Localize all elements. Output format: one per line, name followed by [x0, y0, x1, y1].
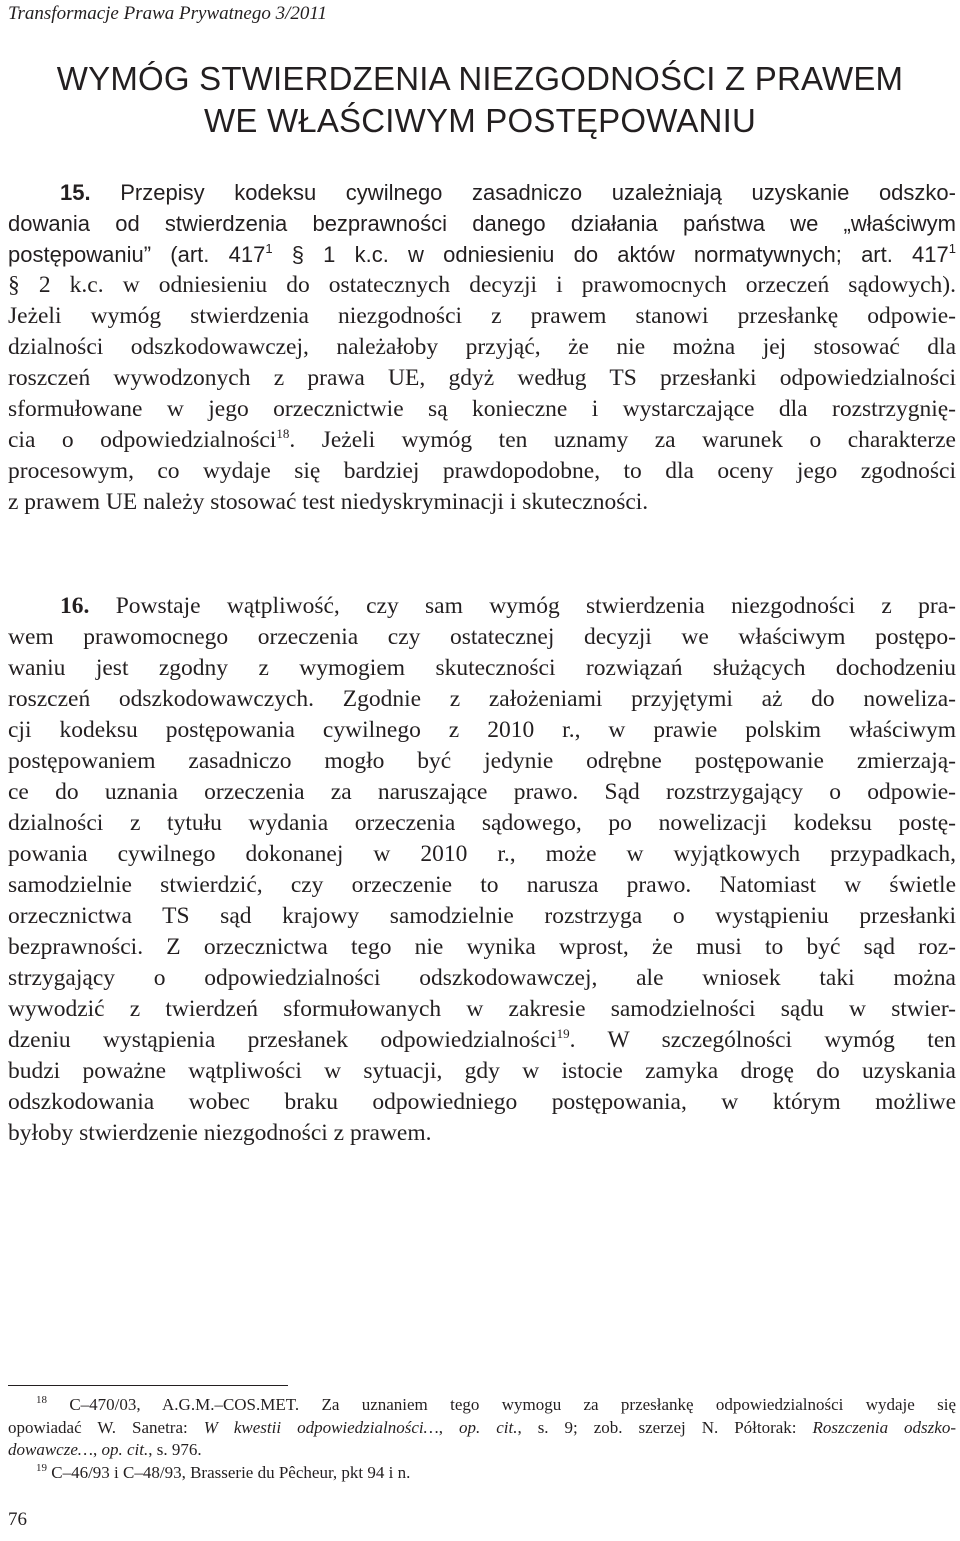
- text-line: procesowym, co wydaje się bardziej prawdopodobne, to dla oceny jego zgodności: [8, 458, 956, 484]
- superscript: 1: [948, 241, 956, 256]
- footnote-ref-19: 19: [556, 1026, 570, 1041]
- superscript: 1: [265, 241, 273, 256]
- text-line: cji kodeksu postępowania cywilnego z 2010 r., w prawie polskim właściwym: [8, 717, 956, 743]
- text-line: strzygający o odpowiedzialności odszkodowawczej, ale wniosek taki można: [8, 965, 956, 991]
- footnote-19: $^{19}$ C–46/93 i C–48/93, Brasserie du Pêcheur, pkt 94 i n.: [36, 1461, 411, 1482]
- footnote-separator: [8, 1385, 288, 1386]
- text-line: postępowaniu” (art. $417^1$ § 1 k.c. w odniesieniu do aktów normatywnych; art. $417^1$: [8, 241, 956, 267]
- text-line: roszczeń odszkodowawczych. Zgodnie z założeniami przyjętymi aż do noweliza-: [8, 686, 956, 712]
- text-line: budzi poważne wątpliwości w sytuacji, gdy w istocie zamyka drogę do uzyskania: [8, 1058, 956, 1084]
- text-line: powania cywilnego dokonanej w 2010 r., może w wyjątkowych przypadkach,: [8, 841, 956, 867]
- text-line: z prawem UE należy stosować test niedyskryminacji i skuteczności.: [8, 489, 649, 515]
- heading-line-1: WYMÓG STWIERDZENIA NIEZGODNOŚCI Z PRAWEM: [56, 60, 904, 97]
- text-line: § 2 k.c. w odniesieniu do ostatecznych decyzji i prawomocnych orzeczeń sądowych).: [8, 272, 956, 298]
- text-line: wywodzić z twierdzeń sformułowanych w zakresie samodzielności sądu w stwier-: [8, 996, 956, 1022]
- footnote-18-line-2: opowiadać W. Sanetra: W kwestii odpowiedzialności…, op. cit., s. 9; zob. szerzej N. Półtorak: Roszczenia odszko-: [8, 1417, 956, 1437]
- running-header: Transformacje Prawa Prywatnego 3/2011: [8, 3, 327, 24]
- text-line: ce do uznania orzeczenia za naruszające prawo. Sąd rozstrzygający o odpowie-: [8, 779, 956, 805]
- text-line: byłoby stwierdzenie niezgodności z prawem.: [8, 1120, 432, 1146]
- text-line: sformułowane w jego orzecznictwie są konieczne i wystarczające dla rozstrzygnię-: [8, 396, 956, 422]
- text-line: postępowaniem zasadniczo mogło być jedynie odrębne postępowanie zmierzają-: [8, 748, 956, 774]
- text-line: Jeżeli wymóg stwierdzenia niezgodności z prawem stanowi przesłankę odpowie-: [8, 303, 956, 329]
- text-line: dowania od stwierdzenia bezprawności danego działania państwa we „właściwym: [8, 211, 956, 236]
- text-line: dzialności z tytułu wydania orzeczenia sądowego, po nowelizacji kodeksu postę-: [8, 810, 956, 836]
- paragraph-number: 16.: [60, 593, 90, 619]
- page-number: 76: [8, 1509, 27, 1530]
- footnote-ref-18: 18: [276, 426, 290, 441]
- text-line: waniu jest zgodny z wymogiem skuteczności rozwiązań służących dochodzeniu: [8, 655, 956, 681]
- text-line: cia o odpowiedzialności$^{18}$. Jeżeli wymóg ten uznamy za warunek o charakterze: [8, 426, 956, 453]
- footnote-18-line-3: dowawcze…, op. cit., s. 976.: [8, 1440, 202, 1459]
- text-line: 15. Przepisy kodeksu cywilnego zasadniczo uzależniają uzyskanie odszko-: [60, 180, 956, 205]
- footnote-marker: 18: [36, 1394, 47, 1406]
- text-line: wem prawomocnego orzeczenia czy ostatecznej decyzji we właściwym postępo-: [8, 624, 956, 650]
- paragraph-15: [8, 177, 956, 518]
- section-heading: [0, 58, 960, 142]
- text-line: dzialności odszkodowawczej, należałoby przyjąć, że nie można jej stosować dla: [8, 334, 956, 360]
- paragraph-16: [8, 591, 956, 1149]
- text-line: roszczeń wywodzonych z prawa UE, gdyż według TS przesłanki odpowiedzialności: [8, 365, 956, 391]
- heading-line-2: WE WŁAŚCIWYM POSTĘPOWANIU: [204, 102, 756, 139]
- text-line: odszkodowania wobec braku odpowiedniego postępowania, w którym możliwe: [8, 1089, 956, 1115]
- footnote-18: $^{18}$ C–470/03, A.G.M.–COS.MET. Za uznaniem tego wymogu za przesłankę odpowiedzialności wydaje się: [36, 1394, 957, 1414]
- paragraph-number: 15.: [60, 180, 91, 205]
- text-line: 16. Powstaje wątpliwość, czy sam wymóg stwierdzenia niezgodności z pra-: [60, 593, 956, 619]
- text-line: dzeniu wystąpienia przesłanek odpowiedzialności$^{19}$. W szczególności wymóg ten: [8, 1026, 956, 1053]
- footnotes: [8, 1394, 956, 1484]
- text-line: bezprawności. Z orzecznictwa tego nie wynika wprost, że musi to być sąd roz-: [8, 934, 956, 960]
- text-line: samodzielnie stwierdzić, czy orzeczenie to narusza prawo. Natomiast w świetle: [8, 872, 956, 898]
- text-line: orzecznictwa TS sąd krajowy samodzielnie rozstrzyga o wystąpieniu przesłanki: [8, 903, 956, 929]
- footnote-marker: 19: [36, 1461, 47, 1474]
